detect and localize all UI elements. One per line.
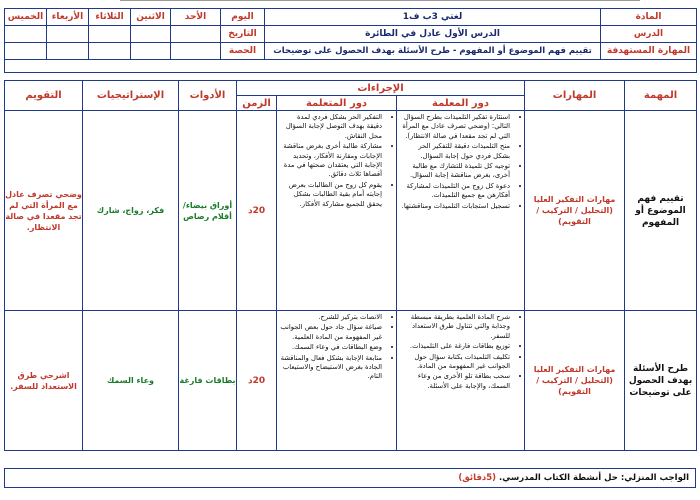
subject-value: لغتي 3ب ف1	[265, 9, 601, 26]
list-item: • منح التلميذات دقيقة للتفكير الحر بشكل فردي حول إجابة السؤال.	[400, 142, 510, 161]
period-label: الحصة	[221, 43, 265, 60]
task-cell: تقييم فهم الموضوع أو المفهوم	[625, 111, 697, 311]
list-item: • مشاركة طالبة أخرى بغرض مناقشة الإجابات ومقارنة الأفكار، وتحديد الإجابة التي يعتقدان صحتها في مدة أقصاها ثلاث دقائق.	[280, 142, 382, 180]
period-cell-5	[5, 43, 47, 60]
skill-value: تقييم فهم الموضوع أو المفهوم - طرح الأسئلة بهدف الحصول على توضيحات	[265, 43, 601, 60]
homework-duration: (5دقائق)	[458, 473, 497, 483]
day-label: اليوم	[221, 9, 265, 26]
list-item: • التفكير الحر بشكل فردي لمدة دقيقة بهدف التوصل لإجابة السؤال محل النقاش.	[280, 113, 382, 141]
top-divider	[120, 0, 640, 5]
list-item: • صياغة سؤال جاد حول بعض الجوانب غير المفهومة من المادة العلمية.	[280, 323, 382, 342]
list-item: • توزيع بطاقات فارغة على التلميذات.	[400, 342, 510, 351]
list-item: • دعوة كل زوج من التلميذات لمشاركة أفكارهن مع جميع التلميذات.	[400, 182, 510, 201]
list-item: • الانصات بتركيز للشرح.	[280, 313, 382, 322]
header-spacer-row	[5, 60, 697, 73]
procedures-table	[4, 80, 697, 451]
skill-label: المهارة المستهدفة	[601, 43, 697, 60]
col-eval-header: التقويم	[5, 81, 83, 111]
col-student-header: دور المتعلمة	[277, 96, 397, 111]
list-item: • استثارة تفكير التلميذات بطرح السؤال التالي: (وضحي تصرف عادل مع المرأة التي لم تجد مقعدا في صالة الانتظار).	[400, 113, 510, 141]
col-skills-header: المهارات	[525, 81, 625, 111]
list-item: • وضع البطاقات في وعاء السمك.	[280, 343, 382, 352]
homework-text: الواجب المنزلي: حل أنشطة الكتاب المدرسي.	[499, 473, 689, 483]
list-item: • توجيه كل تلميذة للتشارك مع طالبة أخرى، بغرض مناقشة إجابة السؤال.	[400, 162, 510, 181]
homework-table	[4, 468, 696, 488]
eval-cell: اشرحي طرق الاستعداد للسفر.	[5, 311, 83, 451]
list-item: • يقوم كل زوج من الطالبات بعرض إجابته أمام بقية الطالبات بشكل يحقق للجميع مشاركة الأفكار.	[280, 181, 382, 209]
day-monday: الاثنين	[131, 9, 171, 26]
date-label: التاريخ	[221, 26, 265, 43]
col-strategies-header: الإستراتيجيات	[83, 81, 179, 111]
strategy-cell: وعاء السمك	[83, 311, 179, 451]
date-cell-3	[89, 26, 131, 43]
table-row	[5, 111, 697, 311]
period-cell-1	[171, 43, 221, 60]
list-item: • سحب بطاقة تلو الأخرى من وعاء السمك، والإجابة على الأسئلة.	[400, 372, 510, 391]
day-tuesday: الثلاثاء	[89, 9, 131, 26]
list-item: • تكليف التلميذات بكتابة سؤال حول الجوانب غير المفهومة من المادة.	[400, 353, 510, 372]
col-tools-header: الأدوات	[179, 81, 237, 111]
teacher-role-cell	[397, 311, 525, 451]
teacher-role-cell	[397, 111, 525, 311]
list-item: • شرح المادة العلمية بطريقة مبسطة وجذابة والتي تتناول طرق الاستعداد للسفر.	[400, 313, 510, 341]
time-cell: 20د	[237, 111, 277, 311]
period-cell-2	[131, 43, 171, 60]
strategy-cell: فكر، زواج، شارك	[83, 111, 179, 311]
header-table	[4, 8, 697, 73]
tools-cell: بطاقات فارغة	[179, 311, 237, 451]
eval-cell: وضحي تصرف عادل مع المرأة التي لم تجد مقعدا في صالة الانتظار.	[5, 111, 83, 311]
homework-cell	[5, 469, 696, 488]
col-teacher-header: دور المعلمة	[397, 96, 525, 111]
list-item: • تسجيل استجابات التلميذات ومناقشتها.	[400, 202, 510, 211]
period-cell-3	[89, 43, 131, 60]
skills-cell: مهارات التفكير العليا (التحليل / التركيب / التقويم)	[525, 311, 625, 451]
skills-cell: مهارات التفكير العليا (التحليل / التركيب / التقويم)	[525, 111, 625, 311]
lesson-label: الدرس	[601, 26, 697, 43]
student-role-cell	[277, 311, 397, 451]
col-task-header: المهمة	[625, 81, 697, 111]
day-sunday: الأحد	[171, 9, 221, 26]
date-cell-4	[47, 26, 89, 43]
lesson-value: الدرس الأول عادل في الطائرة	[265, 26, 601, 43]
task-cell: طرح الأسئلة بهدف الحصول على توضيحات	[625, 311, 697, 451]
tools-cell: أوراق بيضاء/ أقلام رصاص	[179, 111, 237, 311]
day-wednesday: الأربعاء	[47, 9, 89, 26]
subject-label: المادة	[601, 9, 697, 26]
table-row	[5, 311, 697, 451]
col-time-header: الزمن	[237, 96, 277, 111]
date-cell-1	[171, 26, 221, 43]
col-procedures-header: الإجراءات	[237, 81, 525, 96]
date-cell-5	[5, 26, 47, 43]
day-thursday: الخميس	[5, 9, 47, 26]
list-item: • متابعة الإجابة بشكل فعال والمناقشة الجادة بغرض الاستيضاح والاستيعاب التام.	[280, 354, 382, 382]
period-cell-4	[47, 43, 89, 60]
student-role-cell	[277, 111, 397, 311]
time-cell: 20د	[237, 311, 277, 451]
date-cell-2	[131, 26, 171, 43]
